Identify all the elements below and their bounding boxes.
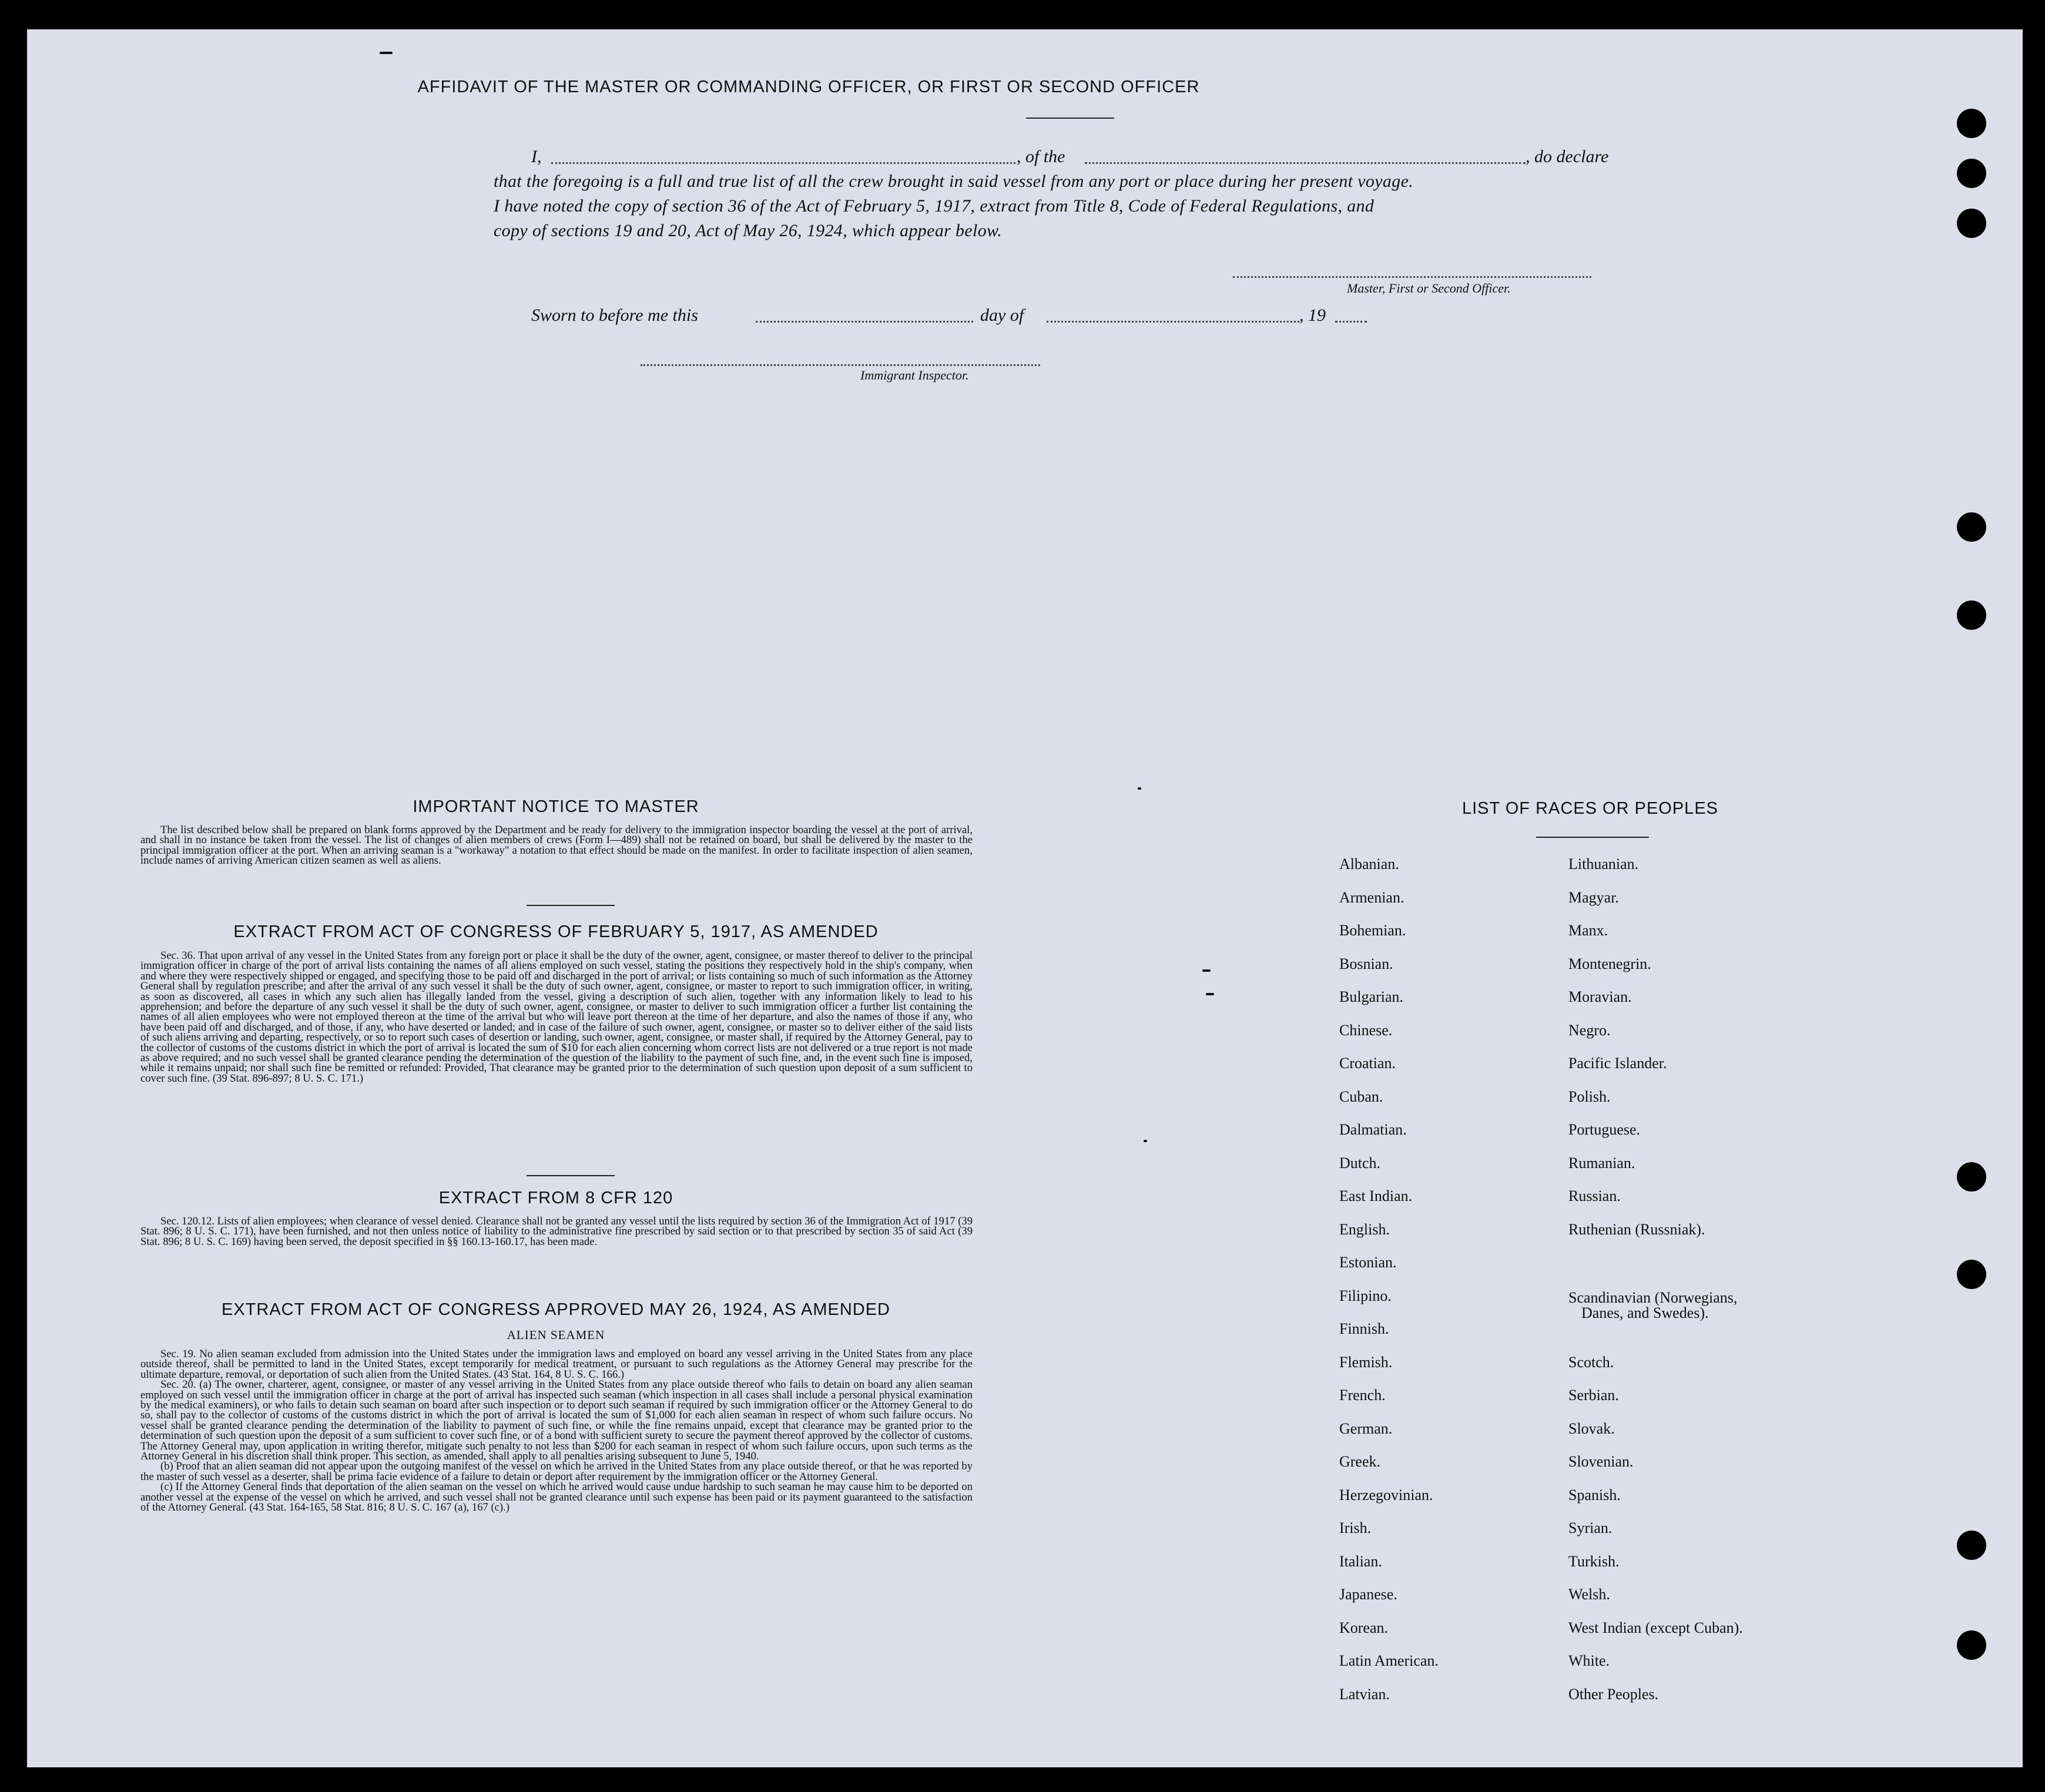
races-column-2: [1568, 855, 1874, 1737]
race-item: Flemish.: [1339, 1353, 1393, 1371]
extract-1917-paragraph: Sec. 36. That upon arrival of any vessel in the United States from any foreign port or place it shall be the duty of the owner, agent, consignee, or master thereof to deliver to the principal immigration officer in charge of the port of arrival lists containing the names of all aliens employed on such vessel, stating the positions they respectively hold in the ship's company, when and where they were respectively shipped or engaged, and specifying those to be paid off and discharged in the port of arrival; or lists containing so much of such information as the Attorney General shall by regulation prescribe; and after the arrival of any such vessel it shall be the duty of such owner, agent, consignee, or master to report to such immigration officer, in writing, as soon as discovered, all cases in which any such alien has illegally landed from the vessel, giving a description of such alien, together with any information likely to lead to his apprehension; and before the departure of any such vessel it shall be the duty of such owner, agent, consignee, or master to deliver to such immigration officer a further list containing the names of all alien employees who were not employed thereon at the time of the arrival but who will leave port thereon at the time of her departure, and also the names of those if any, who have been paid off and discharged, and of those, if any, who have deserted or landed; and in case of the failure of such owner, agent, consignee, or master so to deliver either of the said lists of such aliens arriving and departing, respectively, or so to report such cases of desertion or landing, such owner, agent, consignee, or master shall, if required by the Attorney General, pay to the collector of customs of the customs district in which the port of arrival is located the sum of $10 for each alien concerning whom correct lists are not delivered or a true report is not made as above required; and no such vessel shall be granted clearance pending the determination of the question of the liability to the payment of such fine, and, in the event such fine is imposed, while it remains unpaid; nor shall such fine be remitted or refunded: Provided, That clearance may be granted prior to the determination of such question upon deposit of a sum sufficient to cover such fine. (39 Stat. 896-897; 8 U. S. C. 171.): [140, 949, 973, 1085]
race-item: Latvian.: [1339, 1685, 1390, 1703]
scan-speck: [1206, 993, 1214, 995]
race-item: Bohemian.: [1339, 922, 1406, 939]
race-item: Filipino.: [1339, 1287, 1392, 1304]
race-item: Slovenian.: [1568, 1453, 1634, 1470]
sworn-year-blank: [1335, 321, 1367, 323]
race-item: Scandinavian (Norwegians,: [1568, 1289, 1738, 1306]
notice-paragraph: The list described below shall be prepared on blank forms approved by the Department and be ready for delivery to the immigration inspector boarding the vessel at the port of arrival, and shall in no instance be taken from the vessel. The list of changes of alien members of crews (Form I—489) shall not be retained on board, but shall be delivered by the master to the principal immigration officer at the port. When an arriving seaman is a "workaway" a notation to that effect should be made on the manifest. In order to facilitate inspection of alien seamen, include names of arriving American citizen seamen as well as aliens.: [140, 824, 973, 867]
notice-text: [140, 825, 973, 866]
extract-1917-rule: [527, 1175, 615, 1176]
race-item: Bosnian.: [1339, 955, 1393, 972]
race-item: Polish.: [1568, 1088, 1611, 1105]
extract-cfr-paragraph: Sec. 120.12. Lists of alien employees; when clearance of vessel denied. Clearance shall not be granted any vessel until the lists required by section 36 of the Immigration Act of 1917 (39 Stat. 896; 8 U. S. C. 171), have been furnished, and not then unless notice of liability to the administrative fine prescribed by said section or to that prescribed by section 35 of said Act (39 Stat. 896; 8 U. S. C. 169) having been served, the deposit specified in §§ 160.13-160.17, has been made.: [140, 1215, 973, 1248]
race-item: Chinese.: [1339, 1021, 1393, 1039]
sworn-month-blank: [1047, 321, 1299, 323]
race-item: West Indian (except Cuban).: [1568, 1619, 1743, 1636]
race-item: German.: [1339, 1419, 1393, 1437]
extract-cfr-text: [140, 1216, 973, 1247]
scan-speck: [1144, 1140, 1147, 1142]
binder-hole: [1957, 1260, 1986, 1289]
race-item: Irish.: [1339, 1519, 1372, 1536]
sec-19-paragraph: Sec. 19. No alien seaman excluded from admission into the United States under the immigration laws and employed on board any vessel arriving in the United States from any place outside thereof, shall be permitted to land in the United States, except temporarily for medical treatment, or pursuant to such regulations as the Attorney General may prescribe for the ultimate departure, removal, or deportation of such alien from the United States. (43 Stat. 164, 8 U. S. C. 166.): [140, 1348, 973, 1381]
races-title: LIST OF RACES OR PEOPLES: [1461, 799, 1719, 818]
race-item: Other Peoples.: [1568, 1685, 1659, 1703]
race-item: Moravian.: [1568, 988, 1632, 1005]
binder-hole: [1957, 1531, 1986, 1560]
race-item: Estonian.: [1339, 1254, 1397, 1271]
race-item: Bulgarian.: [1339, 988, 1404, 1005]
vessel-name-blank: [1085, 162, 1526, 164]
extract-1917-text: [140, 951, 973, 1083]
extract-1924-text: [140, 1349, 973, 1513]
year-text: , 19: [1299, 306, 1326, 325]
race-item: Manx.: [1568, 922, 1608, 939]
binder-hole: [1957, 1630, 1986, 1660]
sworn-text: Sworn to before me this: [531, 306, 698, 325]
alien-seamen-subhead: ALIEN SEAMEN: [507, 1328, 605, 1342]
race-item: Lithuanian.: [1568, 855, 1639, 872]
day-of-text: day of: [980, 306, 1024, 325]
race-item: Russian.: [1568, 1187, 1621, 1204]
affidavit-title: AFFIDAVIT OF THE MASTER OR COMMANDING OFFICER, OR FIRST OR SECOND OFFICER: [417, 78, 1200, 96]
binder-hole: [1957, 1162, 1986, 1192]
affidavit-do-declare: , do declare: [1526, 147, 1609, 166]
master-signature-caption: Master, First or Second Officer.: [1347, 281, 1511, 296]
race-item: Portuguese.: [1568, 1121, 1641, 1138]
race-item: Syrian.: [1568, 1519, 1612, 1536]
race-item: Magyar.: [1568, 888, 1619, 906]
affidavit-line-3: I have noted the copy of section 36 of the Act of February 5, 1917, extract from Title 8, Code of Federal Regulations, and: [494, 196, 1374, 216]
document-page: [27, 29, 2023, 1767]
affidavit-i: I,: [531, 147, 542, 166]
notice-rule: [527, 905, 615, 906]
races-column-1: [1339, 855, 1574, 1737]
inspector-caption: Immigrant Inspector.: [860, 368, 969, 382]
race-item: Dalmatian.: [1339, 1121, 1407, 1138]
notice-title: IMPORTANT NOTICE TO MASTER: [413, 797, 699, 816]
race-item: Greek.: [1339, 1453, 1381, 1470]
race-item: Montenegrin.: [1568, 955, 1651, 972]
race-item: Albanian.: [1339, 855, 1399, 872]
affidavit-line-2: that the foregoing is a full and true list of all the crew brought in said vessel from any port or place during her present voyage.: [494, 172, 1414, 191]
race-item: Japanese.: [1339, 1586, 1397, 1603]
sec-20b-paragraph: (b) Proof that an alien seaman did not appear upon the outgoing manifest of the vessel on which he arrived in the United States from any place outside thereof, or that he was reported by the master of such vessel as a deserter, shall be prima facie evidence of a failure to detain or deport after requirement by the immigration officer or the Attorney General.: [140, 1460, 973, 1483]
race-item: Finnish.: [1339, 1320, 1389, 1337]
race-item: Scotch.: [1568, 1353, 1614, 1371]
scan-speck: [1202, 969, 1211, 972]
inspector-signature-blank: [641, 364, 1040, 366]
race-item: Ruthenian (Russniak).: [1568, 1220, 1705, 1238]
race-item: Turkish.: [1568, 1552, 1620, 1570]
affidavit-of-the: , of the: [1017, 147, 1065, 166]
sec-20c-paragraph: (c) If the Attorney General finds that deportation of the alien seaman on the vessel on which he arrived would cause undue hardship to such seaman he may cause him to be deported on another vessel at the expense of the vessel on which he arrived, and such vessel shall not be granted clearance until such expense has been paid or its payment guaranteed to the satisfaction of the Attorney General. (43 Stat. 164-165, 58 Stat. 816; 8 U. S. C. 167 (a), 167 (c).): [140, 1481, 973, 1514]
scan-speck: [1138, 787, 1141, 790]
race-item: White.: [1568, 1652, 1610, 1669]
sworn-date-blank: [756, 321, 973, 323]
race-item: Latin American.: [1339, 1652, 1439, 1669]
extract-1917-title: EXTRACT FROM ACT OF CONGRESS OF FEBRUARY 5, 1917, AS AMENDED: [233, 922, 879, 941]
affidavit-title-rule: [1026, 118, 1114, 119]
race-item: Dutch.: [1339, 1154, 1381, 1172]
affidavit-line-4: copy of sections 19 and 20, Act of May 26, 1924, which appear below.: [494, 221, 1003, 240]
race-item: French.: [1339, 1387, 1386, 1404]
extract-cfr-title: EXTRACT FROM 8 CFR 120: [438, 1189, 673, 1207]
extract-1924-title: EXTRACT FROM ACT OF CONGRESS APPROVED MAY 26, 1924, AS AMENDED: [222, 1300, 890, 1319]
binder-hole: [1957, 209, 1986, 238]
races-rule: [1536, 837, 1649, 838]
race-item: Korean.: [1339, 1619, 1389, 1636]
master-signature-blank: [1233, 276, 1591, 278]
race-item: Cuban.: [1339, 1088, 1383, 1105]
race-item: Spanish.: [1568, 1486, 1621, 1504]
race-item: Croatian.: [1339, 1055, 1396, 1072]
race-item: Italian.: [1339, 1552, 1382, 1570]
race-item: East Indian.: [1339, 1187, 1413, 1204]
scan-speck: [380, 52, 393, 54]
sec-20a-paragraph: Sec. 20. (a) The owner, charterer, agent, consignee, or master of any vessel arriving in the United States from any place outside thereof who fails to detain on board any alien seaman employed on such vessel until the immigration officer in charge at the port of arrival has inspected such seaman (which inspection in all cases shall include a personal physical examination by the medical examiners), or who fails to detain such seaman on board after such inspection or to deport such seaman if required by such immigration officer or the Attorney General to do so, shall pay to the collector of customs of the customs district in which the port of arrival is located the sum of $1,000 for each alien seaman in respect of whom such failure occurs. No vessel shall be granted clearance pending the determination of the liability to payment of such fine, or while the fine remains unpaid, except that clearance may be granted prior to the determination of such question upon the deposit of a sum sufficient to cover such fine, or of a bond with sufficient surety to secure the payment thereof approved by the collector of customs. The Attorney General may, upon application in writing therefor, mitigate such penalty to not less than $200 for each seaman in respect of whom such failure occurs, upon such terms as the Attorney General in his discretion shall think proper. This section, as amended, shall apply to all penalties arising subsequent to June 5, 1940.: [140, 1378, 973, 1463]
race-item: Negro.: [1568, 1021, 1611, 1039]
race-item: Pacific Islander.: [1568, 1055, 1667, 1072]
race-item: Slovak.: [1568, 1419, 1615, 1437]
binder-hole: [1957, 512, 1986, 542]
race-item: Welsh.: [1568, 1586, 1610, 1603]
race-item: Rumanian.: [1568, 1154, 1635, 1172]
binder-hole: [1957, 159, 1986, 188]
race-item: Armenian.: [1339, 888, 1404, 906]
race-item: Danes, and Swedes).: [1581, 1304, 1709, 1321]
race-item: English.: [1339, 1220, 1390, 1238]
binder-hole: [1957, 600, 1986, 630]
declarant-name-blank: [551, 162, 1015, 164]
race-item: Serbian.: [1568, 1387, 1619, 1404]
binder-hole: [1957, 109, 1986, 138]
race-item: Herzegovinian.: [1339, 1486, 1433, 1504]
